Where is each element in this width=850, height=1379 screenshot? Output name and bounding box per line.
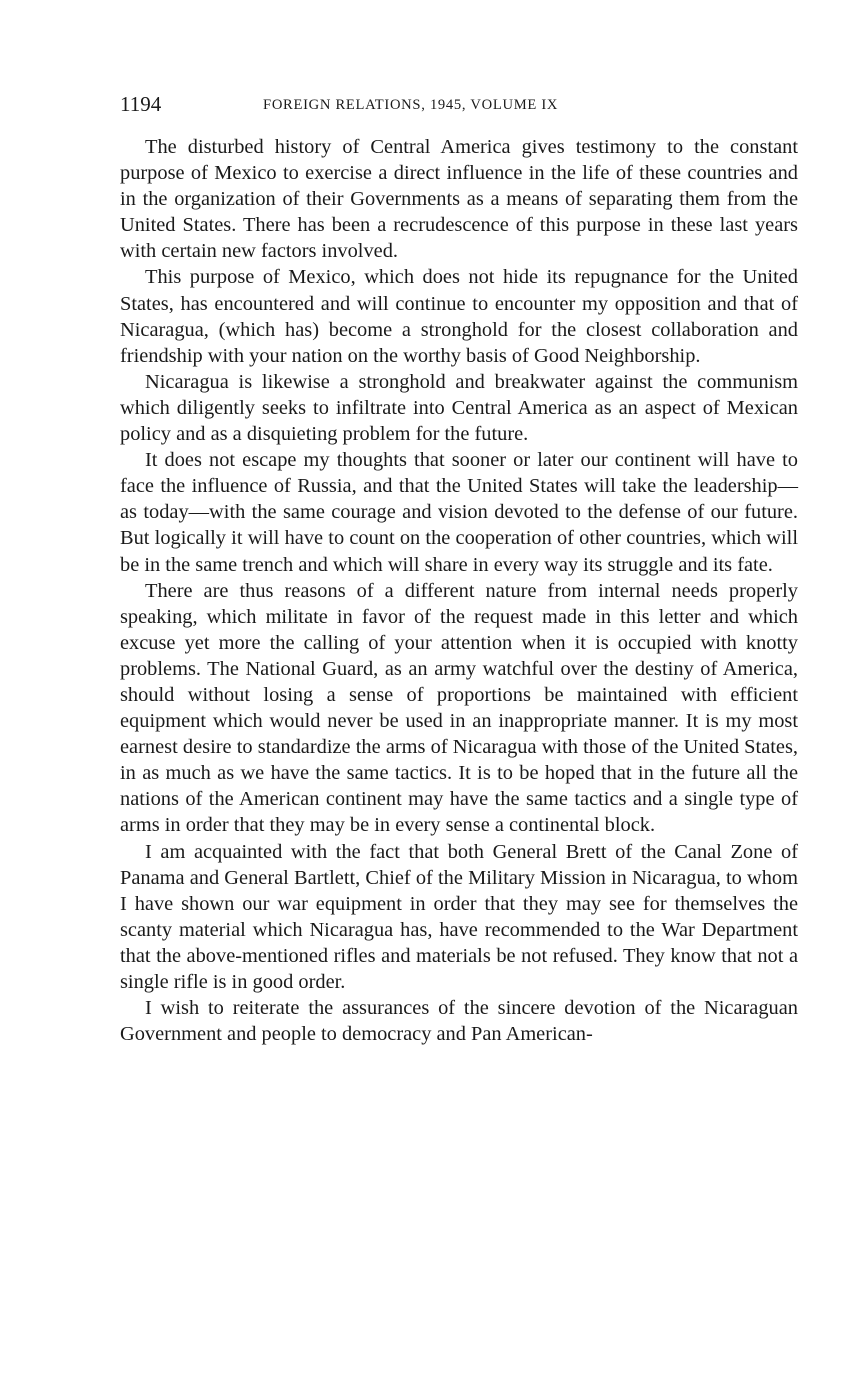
running-title: FOREIGN RELATIONS, 1945, VOLUME IX — [263, 97, 559, 113]
paragraph-central-america-history: The disturbed history of Central America gives testimony to the constant purpose of Mexico to exercise a direct influence in the life of these countries and in the organization of their Governments as a means of separating them from the United States. There has been a recrudescence of this purpose in these last years with certain new factors involved. — [120, 136, 798, 263]
page-number: 1194 — [120, 92, 162, 116]
paragraph-mexico-purpose: This purpose of Mexico, which does not hide its repugnance for the United States, has encountered and will continue to encounter my opposition and that of Nicaragua, (which has) become a stronghold for the closest collaboration and friendship with your nation on the worthy basis of Good Neighborship. — [120, 266, 798, 367]
letter-body — [120, 134, 798, 1047]
paragraph-reasons-request: There are thus reasons of a different nature from internal needs properly speaking, which militate in favor of the request made in this letter and which excuse yet more the calling of your attention when it is occupied with knotty problems. The National Guard, as an army watchful over the destiny of America, should without losing a sense of proportions be maintained with efficient equipment which would never be used in an inappropriate manner. It is my most earnest desire to standardize the arms of Nicaragua with those of the United States, in as much as we have the same tactics. It is to be hoped that in the future all the nations of the American continent may have the same tactics and a single type of arms in order that they may be in every sense a continental block. — [120, 579, 798, 837]
paragraph-assurances: I wish to reiterate the assurances of the sincere devotion of the Nicaraguan Government and people to democracy and Pan American- — [120, 997, 798, 1046]
page-header — [120, 92, 800, 116]
paragraph-nicaragua-stronghold: Nicaragua is likewise a stronghold and breakwater against the communism which diligently seeks to infiltrate into Central America as an aspect of Mexican policy and as a disquieting problem for the future. — [120, 370, 798, 446]
paragraph-generals-recommendation: I am acquainted with the fact that both General Brett of the Canal Zone of Panama and General Bartlett, Chief of the Military Mission in Nicaragua, to whom I have shown our war equipment in order that they may see for themselves the scanty material which Nicaragua has, have recommended to the War Department that the above-mentioned rifles and materials be not refused. They know that not a single rifle is in good order. — [120, 840, 798, 993]
paragraph-russia-influence: It does not escape my thoughts that sooner or later our continent will have to face the influence of Russia, and that the United States will take the leadership—as today—with the same courage and vision devoted to the defense of our future. But logically it will have to count on the cooperation of other countries, which will be in the same trench and which will share in every way its struggle and its fate. — [120, 449, 798, 576]
